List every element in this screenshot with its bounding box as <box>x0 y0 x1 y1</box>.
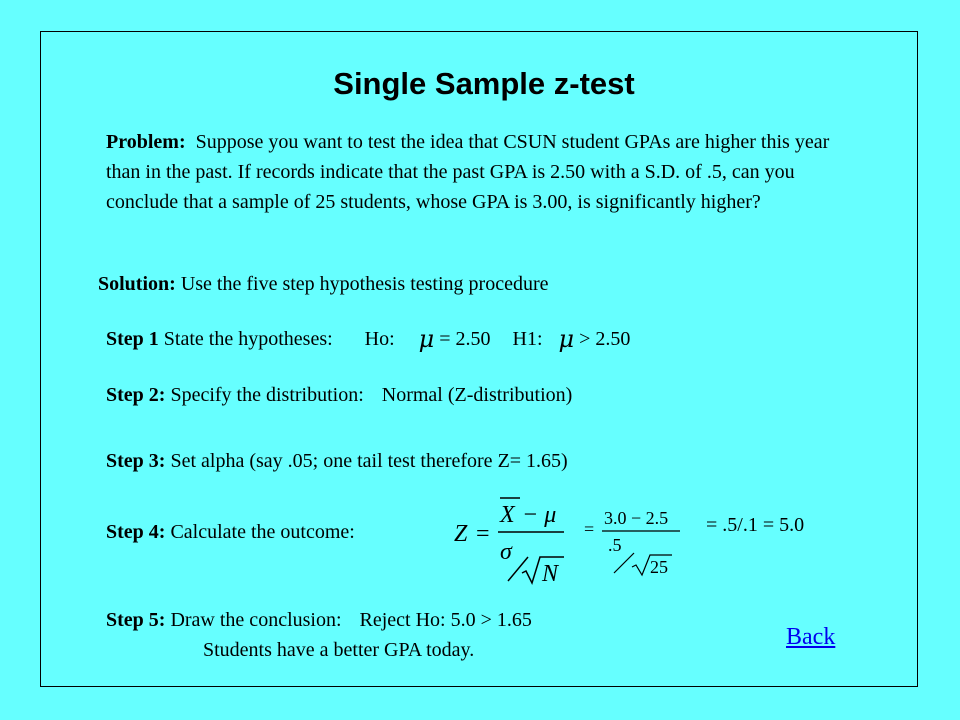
equals-sign: = <box>476 521 490 547</box>
sigma-symbol: σ <box>500 539 512 565</box>
h1-label: H1: <box>512 328 543 350</box>
z-symbol: Z <box>454 521 468 547</box>
step-2-text: Specify the distribution: <box>170 384 364 406</box>
root-value: 25 <box>650 557 668 577</box>
solution-line <box>98 273 549 296</box>
step-5 <box>106 609 532 632</box>
step-5-decision: Reject Ho: 5.0 > 1.65 <box>359 609 532 631</box>
divide-slash-2 <box>614 553 634 573</box>
n-symbol: N <box>542 561 559 587</box>
step-4-label: Step 4: <box>106 521 166 543</box>
mu-symbol: μ <box>418 325 435 353</box>
substituted-formula <box>580 505 690 580</box>
step-5-conclusion: Students have a better GPA today. <box>203 639 475 661</box>
equals-sign-2: = <box>584 519 595 539</box>
back-link[interactable]: Back <box>786 624 836 650</box>
numerator-values: 3.0 − 2.5 <box>604 508 669 528</box>
problem-text: Suppose you want to test the idea that CSUN student GPAs are higher this year than in the past. If records indicate that the past GPA is 2.50 with a S.D. of .5, can you conclude that a sample of 25 students, whose GPA is 3.00, is significantly higher? <box>106 131 830 213</box>
problem-label: Problem: <box>106 131 186 153</box>
step-3-label: Step 3: <box>106 450 166 472</box>
step-1-text: State the hypotheses: <box>163 328 333 350</box>
step-2-label: Step 2: <box>106 384 166 406</box>
step-2-value: Normal (Z-distribution) <box>381 384 573 406</box>
z-formula <box>448 495 578 590</box>
solution-label: Solution: <box>98 273 176 295</box>
step-5-text: Draw the conclusion: <box>170 609 342 631</box>
minus-mu: − μ <box>522 502 557 528</box>
mu-symbol: μ <box>558 325 575 353</box>
xbar-symbol: X <box>500 502 515 528</box>
step-1-label: Step 1 <box>106 328 159 350</box>
solution-text: Use the five step hypothesis testing procedure <box>180 273 549 295</box>
ho-value: = 2.50 <box>439 328 491 350</box>
step-4-text: Calculate the outcome: <box>170 521 355 543</box>
sd-value: .5 <box>608 535 622 555</box>
problem-paragraph <box>106 127 866 217</box>
ho-label: Ho: <box>364 328 395 350</box>
step-1 <box>106 323 630 351</box>
page-title: Single Sample z-test <box>333 66 635 101</box>
h1-value: > 2.50 <box>579 328 631 350</box>
step-5-label: Step 5: <box>106 609 166 631</box>
step-3-text: Set alpha (say .05; one tail test therefore Z= 1.65) <box>170 450 568 472</box>
step-2 <box>106 384 572 407</box>
step-4 <box>106 521 355 544</box>
step-4-result: = .5/.1 = 5.0 <box>706 514 805 536</box>
step-3 <box>106 450 568 473</box>
